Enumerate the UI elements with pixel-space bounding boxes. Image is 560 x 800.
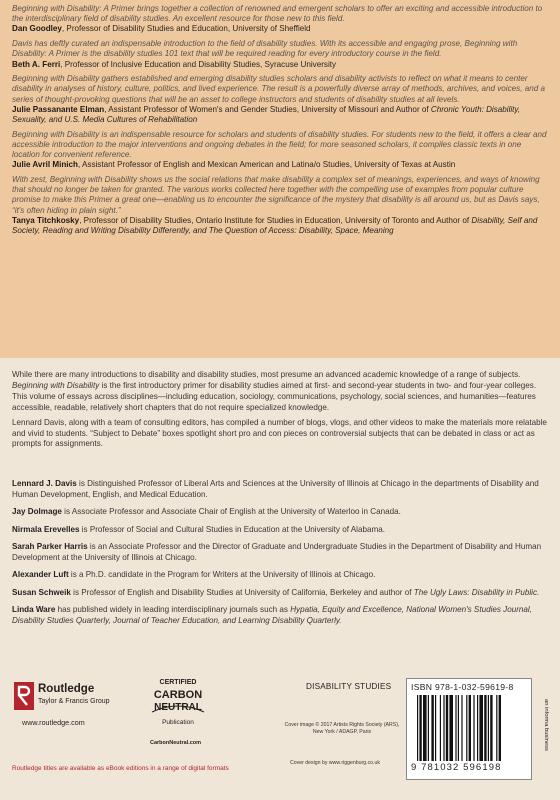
contributor-text: is an Associate Professor and the Director of Graduate and Undergraduate Studies in the Department of Disability and Human Development at the University of Illinois at Chicago. — [12, 542, 542, 563]
endorsements-panel — [0, 0, 560, 358]
informa-side-text — [540, 678, 552, 778]
quote-text: Davis has deftly curated an indispensable introduction to the field of disability studies. With its accessible and engaging prose, — [12, 39, 465, 49]
barcode-bar — [473, 695, 474, 761]
endorser-book-title: Disability, Self and Society, Reading and Writing Disability Differently, — [12, 215, 538, 236]
contributor-text: is Professor of Social and Cultural Studies in Education at the University of Alabama. — [79, 524, 385, 534]
routledge-r-icon — [14, 682, 34, 710]
barcode-bar — [455, 695, 456, 761]
barcode-bar — [499, 695, 501, 761]
contributor-work-title: Hypatia, Equity and Excellence, National Women's Studies Journal, Disability Studies Quarterly, Journal of Teacher Education, — [12, 605, 532, 626]
barcode-bar — [423, 695, 427, 761]
cover-design-credit: Cover design by www.riggenburg.co.uk — [290, 760, 380, 766]
contributor-bio — [12, 507, 548, 518]
endorsement-quote — [12, 4, 548, 24]
contributor-bio — [12, 588, 548, 599]
contributor-work-title: and Learning Disability Quarterly. — [220, 616, 342, 626]
endorsement-attribution — [12, 216, 548, 236]
endorsement-attribution — [12, 24, 548, 34]
barcode-bar — [477, 695, 478, 761]
endorser-name: Julie Passanante Elman — [12, 104, 105, 114]
contributor-name: Susan Schweik — [12, 587, 71, 597]
quote-text: shows us the social relations that make disability a complex set of meanings, experiences, and ways of knowing that should no longer be taken for granted. The various works collected here together with the compelling use of examples from popular culture promise to make this Primer a great one—enabling us to encounter the significance of the mystery that disability is all around us, but as Davis says, “it's often hiding in plain sight.” — [12, 175, 540, 215]
barcode-bar — [443, 695, 444, 761]
endorsement-attribution — [12, 160, 548, 170]
book-description — [12, 370, 548, 454]
contributor-text: is Distinguished Professor of Liberal Arts and Sciences at the University of Illinois at Chicago in the departments of Disability and Human Development, English, and Medical Education. — [12, 479, 539, 499]
endorsement-quote — [12, 175, 548, 216]
barcode-bar — [440, 695, 441, 761]
isbn-label: ISBN 978-1-032-59619-8 — [411, 682, 514, 692]
endorsements-list — [12, 4, 548, 241]
barcode-bar — [461, 695, 462, 761]
contributor-name: Linda Ware — [12, 605, 56, 615]
barcode-bar — [431, 695, 433, 761]
contributor-bio — [12, 479, 548, 501]
barcode-bar — [488, 695, 489, 761]
barcode-bar — [449, 695, 453, 761]
quote-book-title: Beginning with Disability — [12, 129, 100, 139]
isbn-barcode — [406, 678, 532, 780]
barcode-bar — [417, 695, 418, 761]
barcode-bar — [446, 695, 448, 761]
description-paragraph-2: Lennard Davis, along with a team of consulting editors, has compiled a number of blogs, vlogs, and other videos to make the materials more relatable and vivid to students. “Subject to Debate” boxes spotlight short pro and con pieces on controversial subjects that can be debated in class or act as prompts for assignments. — [12, 417, 547, 449]
endorser-role: , Professor of Disability Studies and Education, University of Sheffield — [61, 24, 311, 34]
desc-text: is the first introductory primer for disability studies aimed at first- and second-year students in two- and four-year colleges. This volume of essays across disciplines—including education, sociology, communications, psychology, social sciences, and humanities—features accessible, readable, relatively short chapters that do not require specialized knowledge. — [12, 380, 537, 412]
barcode-bar — [496, 695, 497, 761]
quote-text: With zest, — [12, 175, 50, 185]
barcode-bar — [479, 695, 483, 761]
quote-book-title: Beginning with Disability — [12, 74, 100, 84]
quote-text: brings together a collection of renowned and emergent scholars to offer an exciting and accessible introduction to the interdisciplinary field of disability studies. An excellent resource for those new to this field. — [12, 4, 543, 24]
contributor-bio — [12, 570, 548, 581]
carbon-bottom: Publication — [162, 719, 194, 726]
description-paragraph-1 — [12, 370, 548, 414]
quote-book-title: Beginning with Disability — [49, 175, 137, 185]
informa-label: an informa business — [543, 699, 549, 751]
contributor-name: Jay Dolmage — [12, 507, 62, 517]
quote-book-title: Beginning with Disability: A Primer — [12, 4, 135, 13]
contributor-name: Lennard J. Davis — [12, 479, 77, 488]
isbn-digits: 9 781032 596198 — [411, 762, 502, 773]
barcode-bar — [484, 695, 486, 761]
carbon-line1: CARBON — [153, 689, 203, 701]
barcode-bar — [469, 695, 471, 761]
barcode-bar — [458, 695, 459, 761]
contributor-bio — [12, 542, 548, 564]
endorser-role: , Professor of Disability Studies, Ontario Institute for Studies in Education, University of Toronto and Author of — [79, 215, 472, 225]
contributor-name: Sarah Parker Harris — [12, 542, 88, 552]
endorsement-quote — [12, 130, 548, 161]
endorser-role: , Assistant Professor of English and Mexican American and Latina/o Studies, University of Texas at Austin — [77, 160, 456, 170]
endorsement — [12, 74, 548, 125]
endorser-name: Beth A. Ferri — [12, 59, 61, 69]
carbon-top: CERTIFIED — [159, 679, 197, 686]
carbon-url: CarbonNeutral.com — [150, 740, 202, 746]
publisher-group: Taylor & Francis Group — [38, 698, 110, 705]
endorsement-attribution — [12, 60, 548, 70]
barcode-bar — [435, 695, 436, 761]
contributor-work-title: The Ugly Laws: Disability in Public. — [413, 587, 540, 597]
barcode-icon — [417, 695, 525, 761]
contributor-text: is a Ph.D. candidate in the Program for Writers at the University of Illinois at Chicago. — [68, 570, 376, 580]
ebook-note: Routledge titles are available as eBook editions in a range of digital formats — [12, 765, 229, 772]
endorser-role: , Professor of Inclusive Education and Disability Studies, Syracuse University — [60, 59, 337, 69]
contributor-text: is Professor of English and Disability Studies at University of California, Berkeley and author of — [70, 587, 414, 597]
endorsement — [12, 175, 548, 236]
contributor-bio — [12, 525, 548, 536]
endorsement — [12, 4, 548, 35]
endorser-book-title: and The Question of Access: Disability, Space, Meaning — [190, 226, 394, 236]
quote-text: is an indispensable resource for scholars and students of disability studies. For students new to the field, it offers a clear and accessible introduction to the major interventions and ongoing debates in the field; for more seasoned scholars, it compiles classic texts in one location for convenient reference. — [12, 129, 547, 160]
endorsement-attribution — [12, 105, 548, 125]
endorser-role: , Assistant Professor of Women's and Gender Studies, University of Missouri and Author of — [104, 104, 431, 114]
contributor-bios — [12, 479, 548, 634]
desc-text: While there are many introductions to disability and disability studies, most presume an advanced academic knowledge of a range of subjects. — [12, 370, 521, 379]
quote-book-title: Beginning with Disability: A Primer — [12, 39, 518, 59]
cover-image-credit: Cover image © 2017 Artists Rights Society (ARS), New York / ADAGP, Paris — [284, 722, 400, 735]
barcode-bar — [490, 695, 492, 761]
desc-book-title: Beginning with Disability — [12, 380, 100, 390]
contributor-text: is Associate Professor and Associate Chair of English at the University of Waterloo in Canada. — [61, 507, 401, 517]
endorsement — [12, 130, 548, 171]
endorser-book-title: Chronic Youth: Disability, Sexuality, and U.S. Media Cultures of Rehabilitation — [12, 104, 521, 125]
publisher-url[interactable]: www.routledge.com — [22, 718, 85, 727]
endorsement — [12, 39, 548, 70]
barcode-bar — [466, 695, 467, 761]
endorsement-quote — [12, 39, 548, 59]
carbon-neutral-seal — [146, 674, 210, 738]
barcode-bar — [428, 695, 429, 761]
endorsement-quote — [12, 74, 548, 105]
contributor-text: has published widely in leading interdisciplinary journals such as — [55, 605, 291, 615]
routledge-logo — [14, 680, 110, 712]
subject-category: DISABILITY STUDIES — [306, 682, 392, 691]
barcode-bar — [419, 695, 421, 761]
publisher-name: Routledge — [38, 683, 95, 695]
endorser-name: Dan Goodley — [12, 24, 62, 34]
contributor-name: Alexander Luft — [12, 570, 69, 580]
quote-text: gathers established and emerging disability studies scholars and disability activists to reflect on what it means to center disability in analyses of history, culture, politics, and lived experience. The result is a powerfully diverse array of methods, archives, and voices, and a series of thought-provoking questions that will be an asset to college instructors and students of disability studies at all levels. — [12, 74, 545, 104]
endorser-name: Julie Avril Minich — [12, 160, 78, 170]
contributor-name: Nirmala Erevelles — [12, 524, 80, 534]
endorser-name: Tanya Titchkosky — [12, 215, 80, 225]
contributor-bio — [12, 605, 548, 627]
quote-text: is the disability studies 101 text that will be required reading for every introductory course in the field. — [79, 49, 442, 59]
carbon-line2: NEUTRAL — [154, 702, 202, 713]
